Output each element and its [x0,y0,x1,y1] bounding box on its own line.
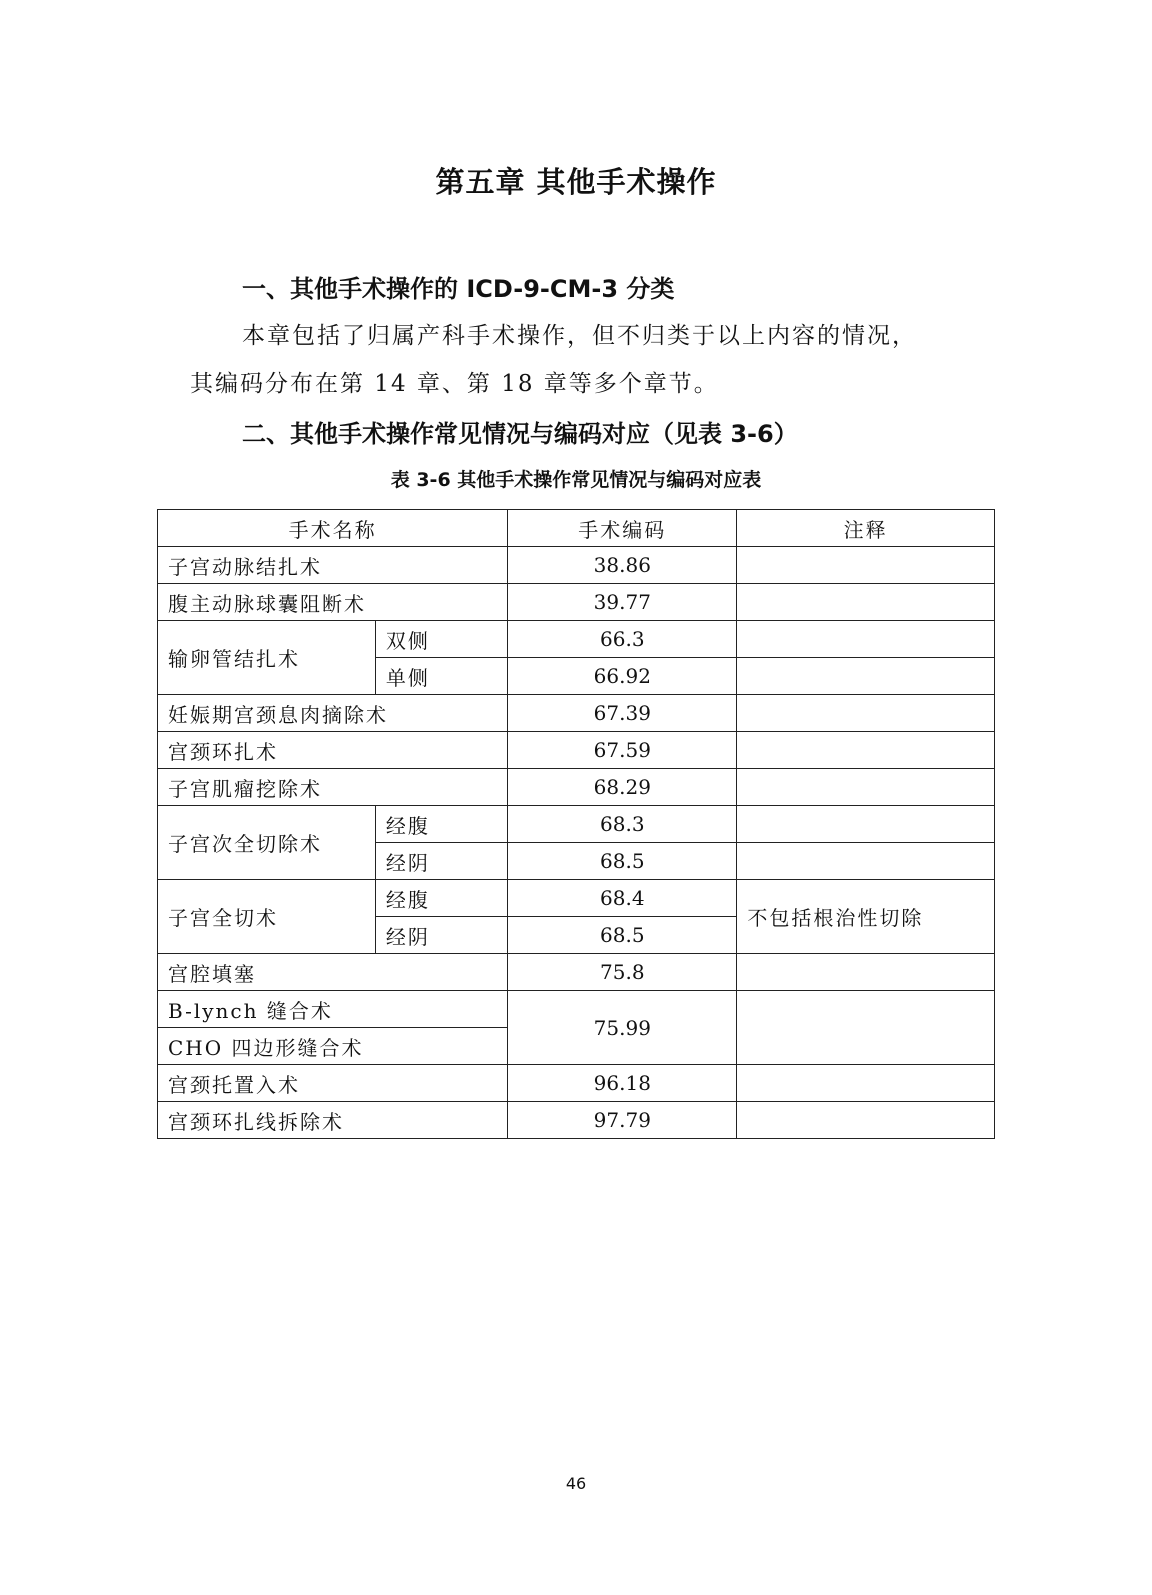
procedure-code: 75.8 [508,954,737,991]
procedure-note [737,806,995,843]
procedure-name: CHO 四边形缝合术 [158,1028,508,1065]
table-row [158,732,995,769]
procedure-code: 67.39 [508,695,737,732]
procedure-name: 宫腔填塞 [158,954,508,991]
procedure-variant: 双侧 [375,621,507,658]
table-row [158,695,995,732]
procedure-note [737,621,995,658]
procedure-note [737,547,995,584]
procedure-name: 子宫全切术 [158,880,376,954]
procedure-name: 宫颈环扎术 [158,732,508,769]
procedure-note [737,1102,995,1139]
section-heading-1: 一、其他手术操作的 ICD-9-CM-3 分类 [242,275,675,303]
table-row [158,1102,995,1139]
procedure-name: 宫颈托置入术 [158,1065,508,1102]
procedure-code: 66.92 [508,658,737,695]
header-procedure-name: 手术名称 [158,510,508,547]
procedure-note [737,658,995,695]
procedure-note [737,954,995,991]
procedure-variant: 经腹 [375,880,507,917]
section-heading-2: 二、其他手术操作常见情况与编码对应（见表 3-6） [242,420,798,448]
table-row [158,584,995,621]
procedure-code: 68.29 [508,769,737,806]
procedure-name: 子宫次全切除术 [158,806,376,880]
procedure-code: 75.99 [508,991,737,1065]
chapter-title: 第五章 其他手术操作 [435,165,717,199]
procedure-name: 妊娠期宫颈息肉摘除术 [158,695,508,732]
procedure-note [737,843,995,880]
table-row [158,621,995,658]
procedure-code: 39.77 [508,584,737,621]
procedure-name: 子宫动脉结扎术 [158,547,508,584]
table-row [158,769,995,806]
paragraph-line-1: 本章包括了归属产科手术操作，但不归类于以上内容的情况， [242,323,917,349]
procedure-variant: 经阴 [375,917,507,954]
procedure-code: 68.5 [508,843,737,880]
paragraph-line-2: 其编码分布在第 14 章、第 18 章等多个章节。 [190,371,719,397]
procedure-code: 38.86 [508,547,737,584]
procedure-code: 96.18 [508,1065,737,1102]
procedure-name: 输卵管结扎术 [158,621,376,695]
procedure-code: 68.5 [508,917,737,954]
table-row [158,547,995,584]
procedure-code: 68.3 [508,806,737,843]
header-note: 注释 [737,510,995,547]
procedure-name: 子宫肌瘤挖除术 [158,769,508,806]
table-row [158,806,995,843]
procedure-note [737,1065,995,1102]
procedure-code: 67.59 [508,732,737,769]
procedure-code: 68.4 [508,880,737,917]
procedure-note [737,584,995,621]
procedure-code: 97.79 [508,1102,737,1139]
table-row [158,991,995,1028]
table-row [158,1065,995,1102]
table-row [158,954,995,991]
procedure-note: 不包括根治性切除 [737,880,995,954]
page-number: 46 [565,1474,587,1493]
procedure-code-table [157,509,995,1139]
procedure-note [737,769,995,806]
procedure-name: 宫颈环扎线拆除术 [158,1102,508,1139]
header-procedure-code: 手术编码 [508,510,737,547]
procedure-variant: 单侧 [375,658,507,695]
table-caption: 表 3-6 其他手术操作常见情况与编码对应表 [390,469,762,491]
procedure-note [737,991,995,1065]
procedure-note [737,695,995,732]
table-row [158,880,995,917]
procedure-note [737,732,995,769]
procedure-name: B-lynch 缝合术 [158,991,508,1028]
procedure-variant: 经阴 [375,843,507,880]
procedure-code: 66.3 [508,621,737,658]
table-header-row [158,510,995,547]
procedure-variant: 经腹 [375,806,507,843]
procedure-name: 腹主动脉球囊阻断术 [158,584,508,621]
